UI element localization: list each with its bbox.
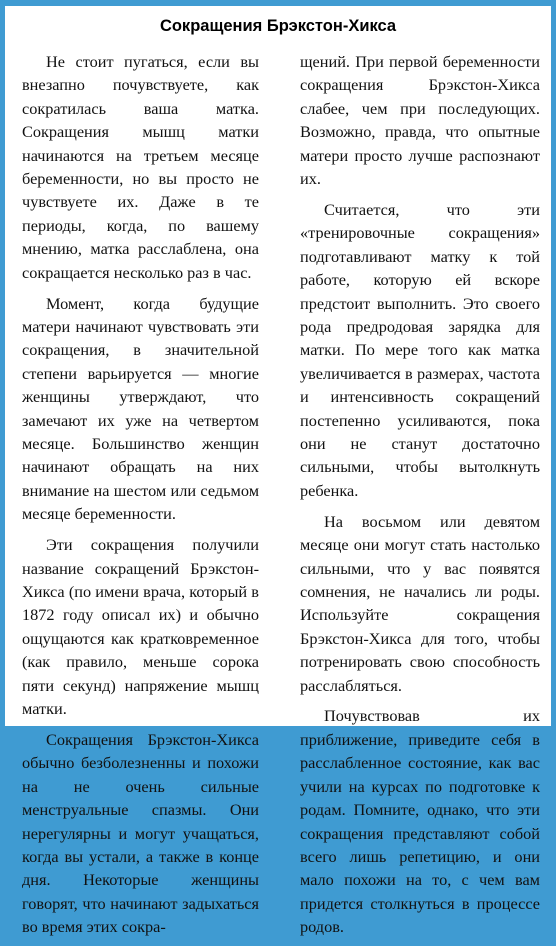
- paragraph: Почувствовав их приближение, приведите себя в расслабленное состояние, как вас учили на курсах по подготовке к родам. Помните, однако, что эти сокращения представляют собой всего лишь репетицию, и они мало похожи на то, с чем вам придется столкнуться в процессе родов.: [300, 706, 540, 937]
- paragraph-continued: щений. При первой беременности сокращения Брэкстон-Хикса слабее, чем при последующих. Возможно, правда, что опытные матери просто лучше распознают их.: [300, 52, 540, 189]
- paragraph: Сокращения Брэкстон-Хикса обычно безболезненны и похожи на не очень сильные менструальные спазмы. Они нерегулярны и могут учащаться, когда вы устали, а также в конце дня. Некоторые женщины говорят, что начинают задыхаться во время этих сокра-: [22, 729, 259, 937]
- left-column: [22, 50, 259, 946]
- right-column: [300, 50, 540, 946]
- article-box: [5, 6, 551, 937]
- paragraph: Считается, что эти «тренировочные сокращения» подготавливают матку к той работе, которую ей вскоре предстоит выполнить. Это своего рода предродовая зарядка для матки. По мере того как матка увеличивается в размерах, частота и интенсивность сокращений постепенно усиливаются, пока они не станут достаточно сильными, чтобы вытолкнуть ребенка.: [300, 199, 540, 500]
- article-title: Сокращения Брэкстон-Хикса: [159, 17, 397, 35]
- paragraph: Не стоит пугаться, если вы внезапно почувствуете, как сократилась ваша матка. Сокращения мышц матки начинаются на третьем месяце беременности, но вы просто не чувствуете их. Даже в те периоды, когда, по вашему мнению, матка расслаблена, она сокращается несколько раз в час.: [22, 52, 259, 282]
- paragraph: Момент, когда будущие матери начинают чувствовать эти сокращения, в значительной степени варьируется — многие женщины утверждают, что замечают их уже на четвертом месяце. Большинство женщин начинают обращать на них внимание на шестом или седьмом месяце беременности.: [22, 293, 259, 524]
- paragraph: На восьмом или девятом месяце они могут стать настолько сильными, что у вас появятся сомнения, не начались ли роды. Используйте сокращения Брэкстон-Хикса для того, чтобы потренировать свою способность расслабляться.: [300, 511, 540, 695]
- paragraph: Эти сокращения получили название сокращений Брэкстон-Хикса (по имени врача, который в 1872 году описал их) и обычно ощущаются как кратковременное (как правило, меньше сорока пяти секунд) напряжение мышц матки.: [22, 535, 259, 718]
